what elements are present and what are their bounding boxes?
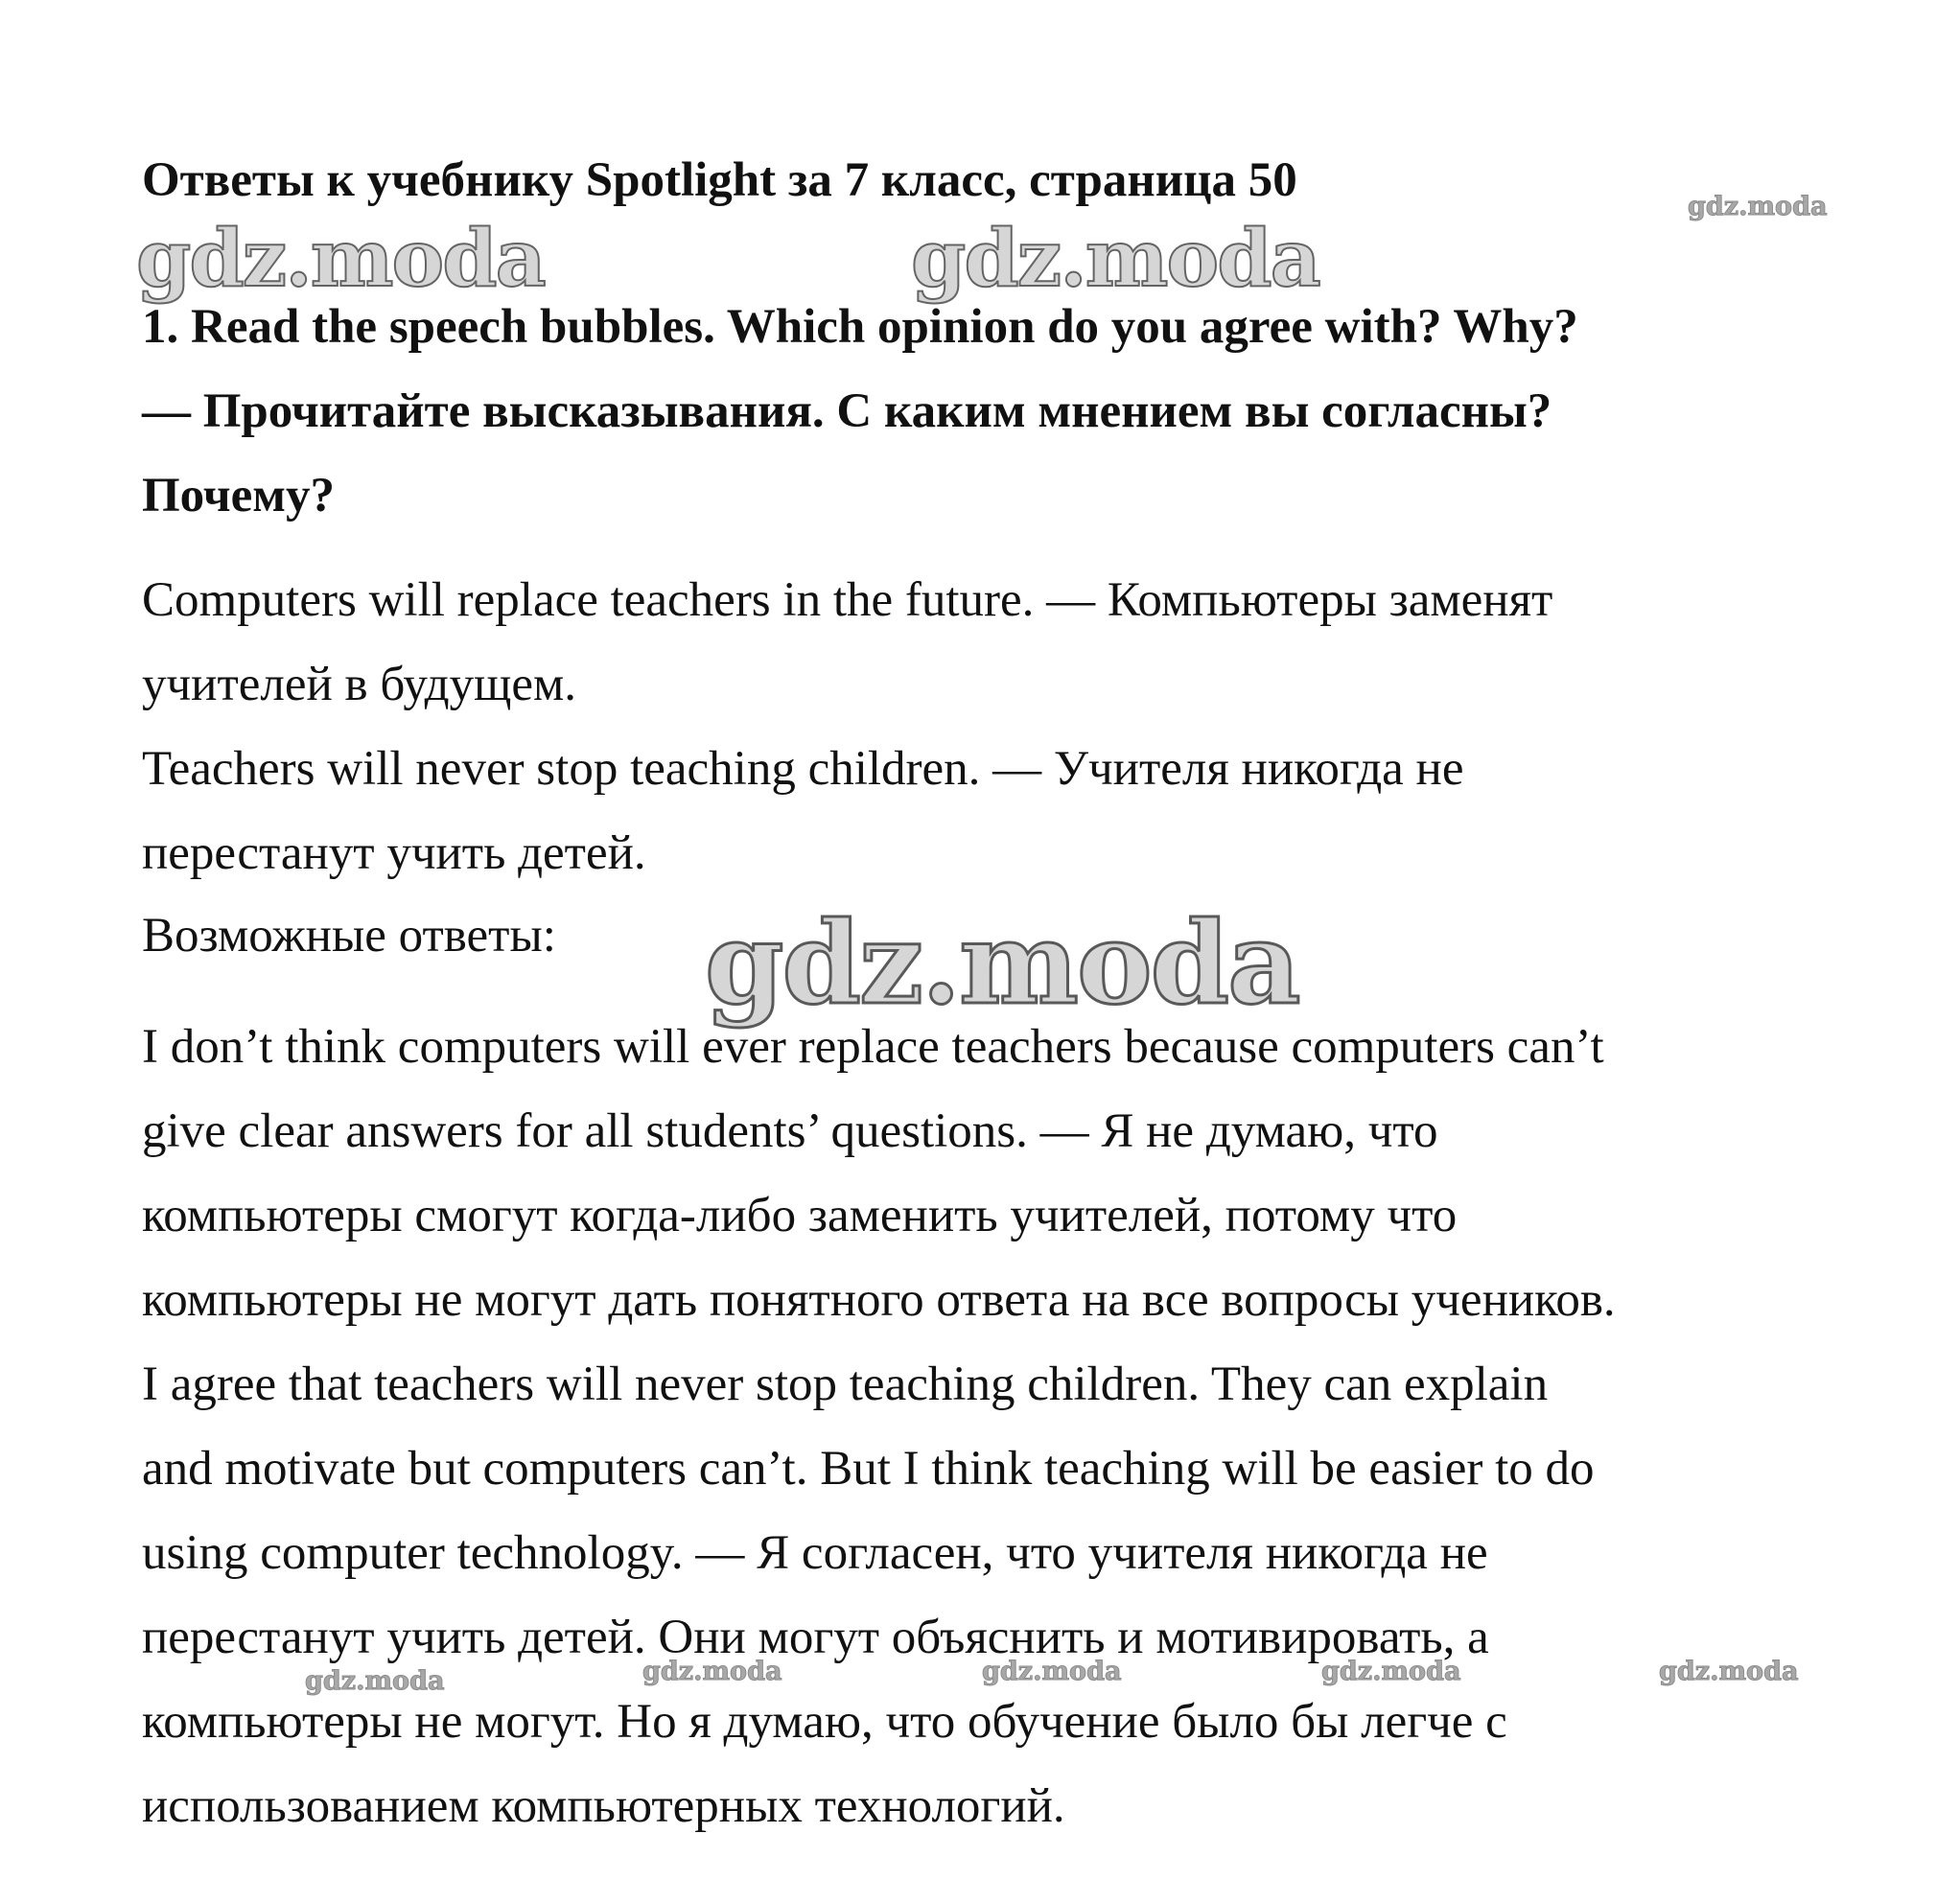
text-line: using computer technology. — Я согласен, что учителя никогда не <box>142 1526 1488 1580</box>
text-line: компьютеры не могут. Но я думаю, что обучение было бы легче с <box>142 1695 1507 1749</box>
task-line-russian-end: Почему? <box>142 469 335 522</box>
text-line: учителей в будущем. <box>142 658 576 711</box>
text-line: перестанут учить детей. Они могут объяснить и мотивировать, а <box>142 1611 1489 1664</box>
watermark: gdz.moda <box>982 1657 1122 1686</box>
watermark: gdz.moda <box>136 213 545 305</box>
watermark: gdz.moda <box>305 1666 445 1696</box>
text-line: использованием компьютерных технологий. <box>142 1779 1065 1833</box>
text-line: I don’t think computers will ever replace teachers because computers can’t <box>142 1020 1604 1074</box>
text-line: Teachers will never stop teaching children. — Учителя никогда не <box>142 742 1464 796</box>
task-statement <box>142 285 1830 538</box>
text-line: Computers will replace teachers in the future. — Компьютеры заменят <box>142 573 1553 627</box>
watermark: gdz.moda <box>1321 1657 1461 1686</box>
watermark: gdz.moda <box>911 213 1319 305</box>
task-line-russian: — Прочитайте высказывания. С каким мнением вы согласны? <box>142 384 1552 438</box>
text-line: компьютеры смогут когда-либо заменить учителей, потому что <box>142 1189 1458 1242</box>
text-line: give clear answers for all students’ questions. — Я не думаю, что <box>142 1104 1438 1158</box>
answers-label: Возможные ответы: <box>142 909 556 963</box>
text-line: and motivate but computers can’t. But I think teaching will be easier to do <box>142 1442 1595 1496</box>
answers-text <box>142 1005 1868 1848</box>
text-line: перестанут учить детей. <box>142 826 646 880</box>
watermark: gdz.moda <box>642 1657 782 1686</box>
text-line: компьютеры не могут дать понятного ответа на все вопросы учеников. <box>142 1273 1616 1327</box>
speech-bubbles-text <box>142 558 1868 895</box>
watermark: gdz.moda <box>705 896 1299 1030</box>
task-line-english: 1. Read the speech bubbles. Which opinion do you agree with? Why? <box>142 300 1578 354</box>
watermark: gdz.moda <box>1659 1657 1799 1686</box>
watermark: gdz.moda <box>1688 192 1828 221</box>
text-line: I agree that teachers will never stop teaching children. They can explain <box>142 1358 1549 1411</box>
page-heading: Ответы к учебнику Spotlight за 7 класс, страница 50 <box>142 153 1297 207</box>
